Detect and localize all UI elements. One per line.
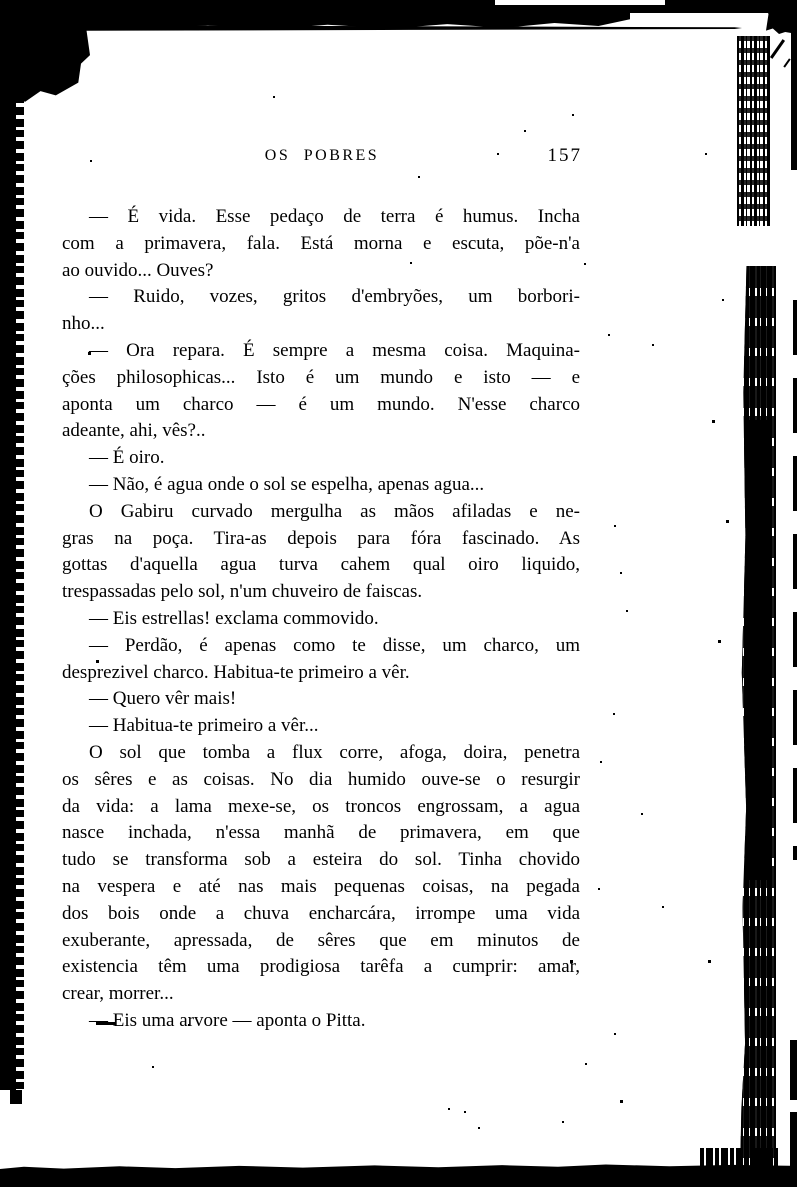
text-line: aponta um charco — é um mundo. N'esse charco (62, 393, 580, 415)
text-line: gottas d'aquella agua turva cahem qual oiro liquido, (62, 554, 580, 576)
scan-artifact-bottom-merge (700, 1148, 778, 1168)
text-line: nasce inchada, n'essa manhã de primavera, em que (62, 822, 580, 844)
text-line: — Habitua-te primeiro a vêr... (89, 715, 319, 737)
scan-artifact-noise-specks (0, 0, 3, 3)
scan-artifact-top-white-notch (495, 0, 665, 5)
text-line: — Eis uma arvore — aponta o Pitta. (89, 1009, 366, 1031)
scan-artifact-left-stub (10, 1090, 22, 1104)
text-line: crear, morrer... (62, 983, 174, 1005)
text-line: tudo se transforma sob a esteira do sol. Tinha chovido (62, 849, 580, 871)
scan-artifact-right-edge-strip (791, 0, 797, 170)
text-line: dos bois onde a chuva encharcára, irrompe uma vida (62, 902, 580, 924)
text-line: ções philosophicas... Isto é um mundo e isto — e (62, 366, 580, 388)
text-line: desprezivel charco. Habitua-te primeiro a vêr. (62, 661, 410, 683)
text-line: existencia têm uma prodigiosa tarêfa a cumprir: amar, (62, 956, 580, 978)
text-line: — Quero vêr mais! (89, 688, 237, 710)
text-line: O Gabiru curvado mergulha as mãos afiladas e ne- (89, 500, 580, 522)
text-line: — É vida. Esse pedaço de terra é humus. Incha (89, 206, 580, 227)
text-line: trespassadas pelo sol, n'um chuveiro de faiscas. (62, 581, 423, 603)
text-line: adeante, ahi, vês?.. (62, 420, 206, 442)
scan-artifact-slash-mark (770, 39, 785, 59)
page-number: 157 (547, 145, 582, 166)
running-title: OS POBRES (264, 147, 380, 164)
text-line: — Ruido, vozes, gritos d'embryões, um borbori- (89, 286, 580, 308)
text-line: — Ora repara. É sempre a mesma coisa. Maquina- (89, 339, 580, 361)
scan-artifact-binding-core (748, 420, 770, 880)
text-line: da vida: a lama mexe-se, os troncos engrossam, a agua (62, 795, 580, 817)
text-line: ao ouvido... Ouves? (62, 259, 214, 281)
scan-artifact-left-edge-fringe (16, 28, 24, 1090)
scan-artifact-right-edge-strip (790, 1040, 797, 1187)
text-line: — É oiro. (89, 447, 165, 469)
scan-artifact-right-edge-strip (793, 300, 797, 860)
scan-artifact-bottom-band (0, 1164, 797, 1187)
scan-artifact-left-edge-band (0, 28, 16, 1090)
text-line: — Perdão, é apenas como te disse, um charco, um (89, 634, 580, 656)
text-line: nho... (62, 313, 105, 335)
text-line: os sêres e as coisas. No dia humido ouve-se o resurgir (62, 768, 580, 790)
text-block (62, 204, 580, 1035)
text-line: na vespera e até nas mais pequenas coisas, na pegada (62, 875, 580, 897)
text-line: — Eis estrellas! exclama commovido. (89, 607, 379, 629)
text-line: O sol que tomba a flux corre, afoga, doira, penetra (89, 741, 580, 763)
scan-artifact-slash-mark (783, 58, 790, 67)
scan-artifact-binding-streaks-upper (737, 36, 770, 226)
text-line: exuberante, apressada, de sêres que em minutos de (62, 929, 580, 951)
text-line: gras na poça. Tira-as depois para fóra fascinado. As (62, 527, 580, 549)
text-line: com a primavera, fala. Está morna e escuta, põe-n'a (62, 232, 580, 254)
page-header (62, 147, 582, 171)
text-line: — Não, é agua onde o sol se espelha, apenas agua... (89, 473, 485, 495)
